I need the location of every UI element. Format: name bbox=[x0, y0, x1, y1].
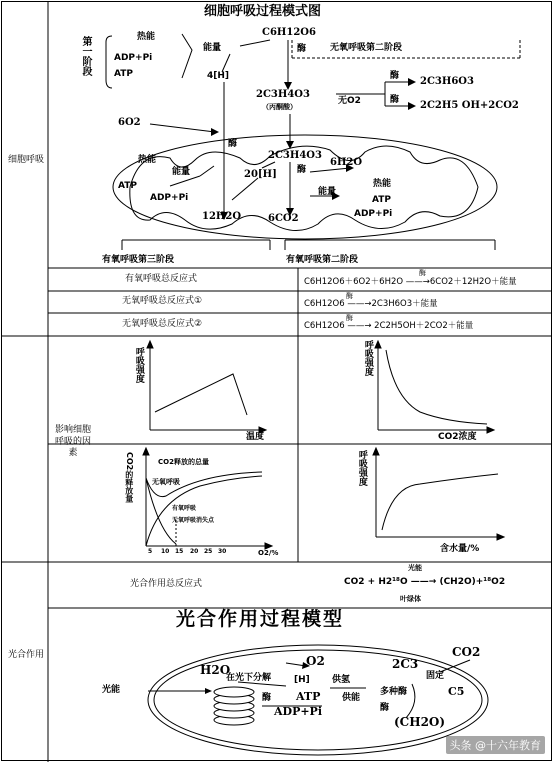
enzyme-1: 酶 bbox=[297, 44, 307, 54]
no-o2: 无O2 bbox=[338, 96, 361, 106]
h2o-in: 6H2O bbox=[330, 157, 363, 168]
eq1-name: 有氧呼吸总反应式 bbox=[125, 274, 198, 284]
photosynthesis-label: 光合作用 bbox=[8, 650, 45, 660]
chart3-xlabel: O2/% bbox=[258, 549, 279, 557]
eq3-enzyme: 酶 bbox=[346, 314, 353, 322]
enzyme-5: 酶 bbox=[297, 165, 307, 175]
co2-out: 6CO2 bbox=[268, 213, 299, 224]
pyruvate-inner: 2C3H4O3 bbox=[268, 150, 322, 161]
enzyme-4: 酶 bbox=[228, 139, 238, 149]
model-h2o: H2O bbox=[200, 663, 231, 677]
model-supply: 供氢 bbox=[332, 675, 351, 685]
chart3-tick: 10 bbox=[161, 548, 170, 555]
atp-label-1: ATP bbox=[114, 69, 134, 79]
model-c5: C5 bbox=[448, 685, 465, 698]
chart3-tick: 30 bbox=[218, 548, 227, 555]
eq2-enzyme: 酶 bbox=[346, 292, 353, 300]
chart3-tick: 15 bbox=[175, 548, 184, 555]
model-enzymes: 多种酶 bbox=[380, 687, 408, 697]
chart4-ylabel: 呼吸强度 bbox=[356, 450, 367, 486]
pyruvate-name: （丙酮酸） bbox=[262, 103, 297, 111]
eq2-name: 无氧呼吸总反应式① bbox=[122, 296, 203, 306]
model-supply-energy: 供能 bbox=[342, 693, 361, 703]
model-adp: ADP+Pi bbox=[274, 705, 323, 718]
photo-eq-name: 光合作用总反应式 bbox=[130, 579, 203, 589]
heat-label-3: 热能 bbox=[373, 179, 392, 189]
aerobic-stage2: 有氧呼吸第二阶段 bbox=[286, 255, 359, 265]
atp-label-3: ATP bbox=[372, 195, 392, 205]
h20: 20[H] bbox=[244, 169, 277, 180]
model-enzyme-1: 酶 bbox=[262, 693, 272, 703]
enzyme-2: 酶 bbox=[390, 71, 400, 81]
eq3-name: 无氧呼吸总反应式② bbox=[122, 319, 203, 329]
energy-label-2: 能量 bbox=[172, 167, 191, 177]
model-ch2o: (CH2O) bbox=[394, 715, 446, 729]
respiration-label: 细胞呼吸 bbox=[8, 155, 45, 165]
enzyme-3: 酶 bbox=[390, 95, 400, 105]
chart1-xlabel: 温度 bbox=[246, 432, 265, 442]
chart3-curve-anaerobic: 无氧呼吸 bbox=[152, 478, 180, 486]
glucose: C6H12O6 bbox=[262, 27, 316, 38]
ethanol: 2C2H5 OH+2CO2 bbox=[420, 100, 519, 111]
light-in: 光能 bbox=[102, 685, 121, 695]
chart3-tick: 5 bbox=[148, 548, 153, 555]
co2-arrow bbox=[440, 660, 470, 672]
chart3-tick: 25 bbox=[204, 548, 213, 555]
model-atp: ATP bbox=[296, 690, 321, 703]
atp-label-2: ATP bbox=[118, 181, 138, 191]
chart3-curve-stop: 无氧呼吸消失点 bbox=[172, 517, 215, 524]
model-enzyme-2: 酶 bbox=[380, 703, 390, 713]
heat-label-2: 热能 bbox=[138, 155, 157, 165]
chart3-curve-total: CO2释放的总量 bbox=[158, 458, 209, 466]
aerobic-stage3: 有氧呼吸第三阶段 bbox=[102, 255, 175, 265]
model-fix: 固定 bbox=[426, 671, 445, 681]
chart3-curve-aerobic: 有氧呼吸 bbox=[172, 505, 197, 512]
cycle-arrow bbox=[406, 684, 415, 718]
factors-label: 影响细胞呼吸的因素 bbox=[54, 425, 91, 459]
model-h: [H] bbox=[294, 675, 310, 685]
eq3-formula: C6H12O6 ——→ 2C2H5OH＋2CO2＋能量 bbox=[304, 321, 474, 331]
model-co2: CO2 bbox=[452, 645, 481, 659]
adp-label-1: ADP+Pi bbox=[114, 53, 153, 63]
adp-label-3: ADP+Pi bbox=[354, 209, 393, 219]
model-title: 光合作用过程模型 bbox=[176, 608, 345, 630]
chart3-tick: 20 bbox=[190, 548, 199, 555]
anaerobic-stage2: 无氧呼吸第二阶段 bbox=[330, 43, 403, 53]
energy-label-3: 能量 bbox=[318, 187, 337, 197]
eq1-enzyme: 酶 bbox=[419, 269, 426, 277]
chart1-ylabel: 呼吸强度 bbox=[133, 347, 144, 383]
stage1-label: 第一阶段 bbox=[80, 36, 91, 76]
photo-eq-main: CO2 + H2¹⁸O ——→ (CH2O)+¹⁸O2 bbox=[344, 577, 506, 587]
h4: 4[H] bbox=[207, 71, 230, 81]
heat-label-1: 热能 bbox=[137, 32, 156, 42]
photo-eq-bottom: 叶绿体 bbox=[400, 595, 421, 603]
energy-label-1: 能量 bbox=[203, 43, 222, 53]
photo-eq-top: 光能 bbox=[408, 564, 422, 572]
water-out: 12H2O bbox=[202, 211, 242, 222]
chart4-xlabel: 含水量/% bbox=[440, 544, 480, 554]
watermark: 头条 @十六年教育 bbox=[446, 736, 546, 754]
eq1-formula: C6H12O6＋6O2＋6H2O ——→6CO2＋12H2O＋能量 bbox=[304, 277, 517, 287]
model-split: 在光下分解 bbox=[226, 673, 272, 683]
chart2-ylabel: 呼吸强度 bbox=[362, 340, 373, 376]
model-c3: 2C3 bbox=[392, 657, 419, 671]
adp-label-2: ADP+Pi bbox=[150, 193, 189, 203]
model-o2: O2 bbox=[306, 654, 325, 668]
o2-in: 6O2 bbox=[118, 117, 141, 128]
pyruvate: 2C3H4O3 bbox=[256, 89, 310, 100]
diagram-title: 细胞呼吸过程模式图 bbox=[204, 4, 322, 19]
eq2-formula: C6H12O6 ——→2C3H6O3＋能量 bbox=[304, 299, 438, 309]
lactate: 2C3H6O3 bbox=[420, 76, 474, 87]
chart2-xlabel: CO2浓度 bbox=[438, 432, 477, 442]
chart3-ylabel: CO2的释放量 bbox=[124, 452, 134, 503]
